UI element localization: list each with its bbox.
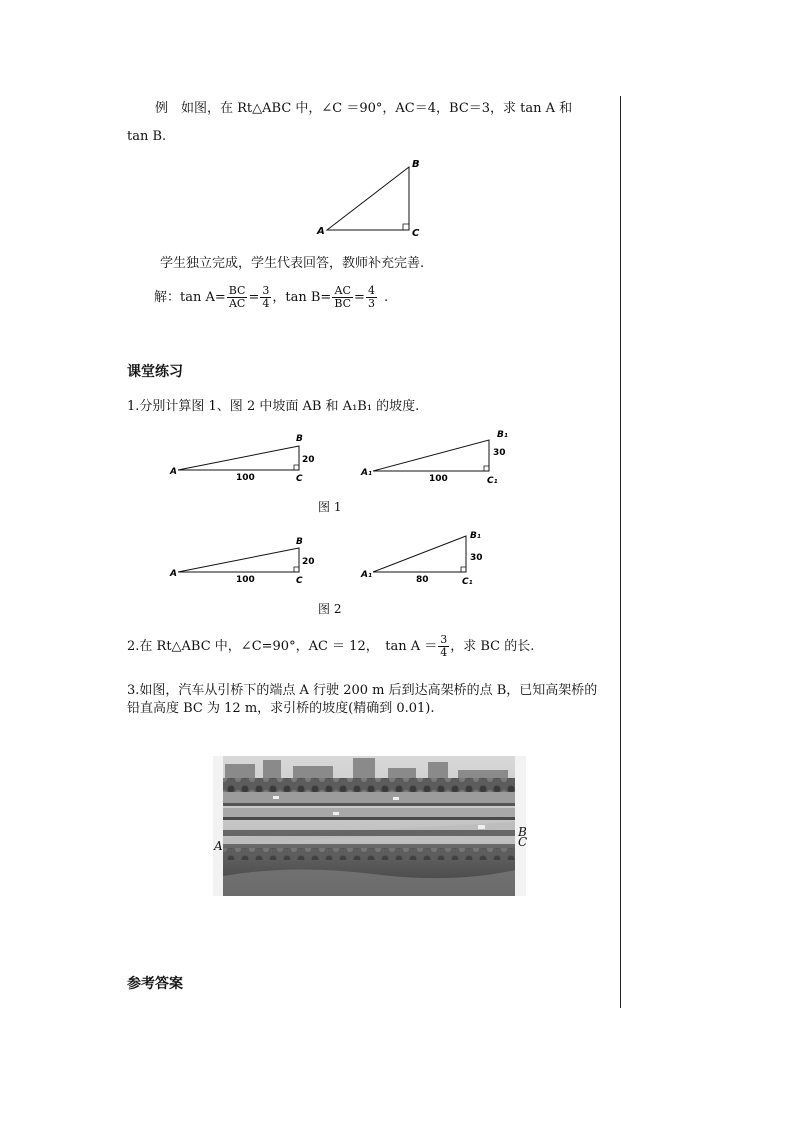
svg-text:C₁: C₁ [462,577,473,587]
practice-heading: 课堂练习 [127,364,183,380]
svg-text:B₁: B₁ [470,531,481,541]
svg-text:80: 80 [416,575,429,585]
svg-text:30: 30 [493,448,506,458]
question-3-line-2: 铅直高度 BC 为 12 m，求引桥的坡度(精确到 0.01). [127,701,435,716]
figure-1 [168,428,528,490]
bridge-photo [213,756,526,896]
photo-label-C: C [518,835,528,849]
fraction-bc-ac: $\frac{BC}{AC}$ [228,284,246,310]
figure-1-caption: 图 1 [318,500,342,514]
solution-mid: ，tan B= [272,290,332,305]
question-3-line-1: 3.如图，汽车从引桥下的端点 A 行驶 200 m 后到达高架桥的点 B，已知高架桥的 [127,683,598,698]
question-2: 2.在 Rt△ABC 中，∠C=90°，AC ＝ 12， tan A ＝ $\frac{3}{4}$ ，求 BC 的长. [127,633,535,659]
example-process-text: 学生独立完成，学生代表回答，教师补充完善. [160,256,425,271]
label-C: C [412,228,420,239]
svg-text:A: A [170,467,177,477]
svg-text:A₁: A₁ [361,570,372,580]
example-triangle-figure [315,155,425,240]
svg-text:B: B [296,537,303,547]
label-A: A [317,226,325,237]
svg-text:A₁: A₁ [361,468,372,478]
question-1: 1.分别计算图 1、图 2 中坡面 AB 和 A₁B₁ 的坡度. [127,399,420,414]
svg-text:B: B [296,434,303,444]
label-B: B [412,159,420,170]
svg-text:C: C [296,474,303,484]
svg-text:20: 20 [302,455,315,465]
svg-text:20: 20 [302,557,315,567]
svg-text:A: A [170,569,177,579]
fraction-3-4-q2: $\frac{3}{4}$ [440,633,448,659]
page-border-line [620,96,621,1008]
svg-text:100: 100 [236,473,255,483]
photo-label-A: A [214,839,223,853]
fraction-3-4: $\frac{3}{4}$ [262,284,270,310]
figure-2 [168,526,528,588]
svg-text:100: 100 [236,575,255,585]
svg-text:C₁: C₁ [487,476,498,486]
fraction-ac-bc: $\frac{AC}{BC}$ [334,284,352,310]
solution-prefix: 解：tan A= [154,290,226,305]
example-line-1: 例 如图，在 Rt△ABC 中，∠C ＝90°，AC＝4，BC＝3，求 tan A 和 [155,101,573,116]
fraction-4-3: $\frac{4}{3}$ [367,284,375,310]
photo-label-B: B [518,825,527,839]
svg-text:100: 100 [429,474,448,484]
svg-text:30: 30 [470,553,483,563]
svg-text:B₁: B₁ [497,430,508,440]
example-solution: 解：tan A= $\frac{BC}{AC}$ = $\frac{3}{4}$ ，tan B= $\frac{AC}{BC}$ = $\frac{4}{3}$ . [154,284,389,310]
figure-2-caption: 图 2 [318,602,342,616]
example-line-2: tan B. [127,129,167,144]
svg-text:C: C [296,576,303,586]
answers-heading: 参考答案 [127,976,183,992]
